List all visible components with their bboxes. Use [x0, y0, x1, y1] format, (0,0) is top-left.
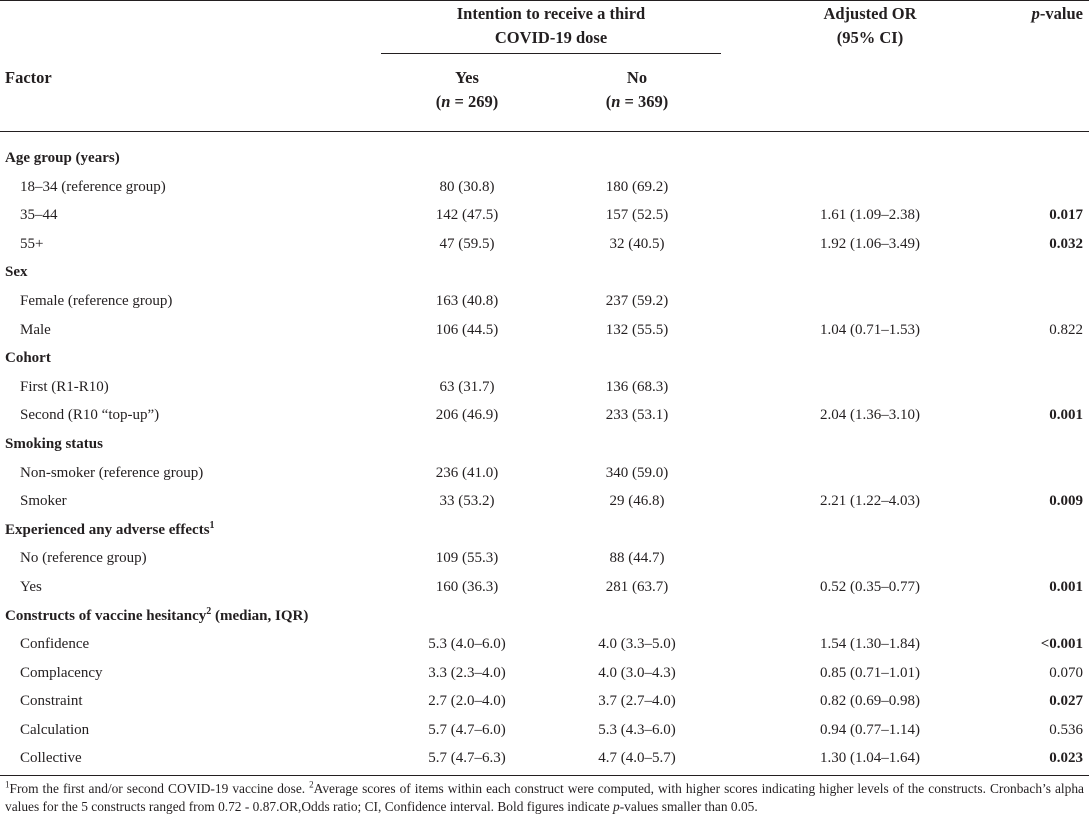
cell-adjusted-or: 0.52 (0.35–0.77) — [820, 578, 920, 595]
header-p-var: p — [1031, 4, 1040, 23]
cell-factor — [20, 744, 82, 773]
table-row — [0, 687, 1089, 716]
table-row — [0, 487, 1089, 516]
header-p-value — [1005, 2, 1089, 26]
header-yes-label: Yes — [455, 68, 479, 87]
cell-factor — [5, 344, 51, 373]
table-row — [0, 201, 1089, 230]
cell-yes: 109 (55.3) — [435, 550, 499, 567]
cell-no: 136 (68.3) — [605, 378, 669, 395]
cell-factor-text: Age group (years) — [5, 150, 120, 166]
cell-no: 32 (40.5) — [609, 235, 665, 252]
cell-factor — [20, 544, 147, 573]
header-intention-line2: COVID-19 dose — [494, 28, 608, 47]
table-section-header — [0, 144, 1089, 173]
cell-factor-text: Male — [20, 321, 51, 338]
cell-adjusted-or: 2.04 (1.36–3.10) — [820, 407, 920, 424]
cell-yes: 63 (31.7) — [439, 378, 495, 395]
header-yes-n-var: n — [441, 92, 451, 111]
cell-no: 4.0 (3.3–5.0) — [598, 636, 676, 653]
table-row — [0, 373, 1089, 402]
table-section-header — [0, 516, 1089, 545]
cell-factor — [20, 201, 58, 230]
footnote-p-var: p — [613, 798, 620, 814]
header-yes-n: (n = 269) — [435, 92, 499, 111]
cell-yes: 5.3 (4.0–6.0) — [428, 636, 506, 653]
cell-yes: 3.3 (2.3–4.0) — [428, 664, 506, 681]
table-section-header — [0, 602, 1089, 631]
cell-yes: 106 (44.5) — [435, 321, 499, 338]
cell-p-value: <0.001 — [1040, 636, 1083, 653]
cell-p-value: 0.023 — [1049, 750, 1083, 767]
footnote-text-2: Average scores of items within each construct were computed, with higher scores indicating higher levels of the constructs. Cronbach’s alpha values for the 5 constructs ranged from 0.72 - 0.87.OR,Odds ratio; CI, Confidence interval. Bold figures indicate — [5, 781, 1084, 814]
header-intention — [381, 2, 721, 50]
table-row — [0, 316, 1089, 345]
table-section-header — [0, 430, 1089, 459]
cell-yes: 80 (30.8) — [439, 178, 495, 195]
header-factor-text: Factor — [5, 68, 52, 87]
footnote-sup-2: 2 — [309, 779, 314, 790]
cell-no: 180 (69.2) — [605, 178, 669, 195]
cell-factor-text: Cohort — [5, 350, 51, 367]
table-footnote — [5, 780, 1084, 815]
cell-no: 29 (46.8) — [609, 493, 665, 510]
cell-adjusted-or: 1.92 (1.06–3.49) — [820, 235, 920, 252]
cell-yes: 5.7 (4.7–6.3) — [428, 750, 506, 767]
cell-factor-text: Female (reference group) — [20, 292, 173, 309]
cell-factor — [20, 716, 89, 745]
footnote-text-3: -values smaller than 0.05. — [619, 798, 758, 814]
cell-factor — [5, 602, 308, 631]
header-factor — [5, 66, 52, 90]
cell-adjusted-or: 2.21 (1.22–4.03) — [820, 493, 920, 510]
cell-factor — [20, 659, 102, 688]
cell-factor — [20, 573, 42, 602]
header-bottom-rule — [0, 131, 1089, 132]
cell-p-value: 0.001 — [1049, 407, 1083, 424]
cell-factor — [20, 459, 203, 488]
cell-yes: 5.7 (4.7–6.0) — [428, 721, 506, 738]
header-yes-n-value: = 269) — [450, 92, 499, 111]
table-row — [0, 744, 1089, 773]
cell-factor — [20, 487, 67, 516]
cell-factor-text: Constraint — [20, 693, 83, 710]
cell-no: 4.7 (4.0–5.7) — [598, 750, 676, 767]
cell-no: 237 (59.2) — [605, 292, 669, 309]
table-row — [0, 630, 1089, 659]
cell-p-value: 0.070 — [1049, 664, 1083, 681]
cell-p-value: 0.536 — [1049, 721, 1083, 738]
cell-factor — [20, 630, 89, 659]
cell-factor — [20, 687, 83, 716]
cell-factor — [5, 516, 215, 545]
cell-factor-text: Confidence — [20, 636, 90, 653]
table-row — [0, 544, 1089, 573]
cell-factor-text: No (reference group) — [20, 550, 147, 567]
footnote-sup-1: 1 — [5, 779, 10, 790]
cell-adjusted-or: 0.85 (0.71–1.01) — [820, 664, 920, 681]
cell-factor-text: Non-smoker (reference group) — [20, 464, 204, 481]
table-row — [0, 173, 1089, 202]
cell-factor — [5, 258, 28, 287]
cell-factor — [5, 430, 103, 459]
table-section-header — [0, 258, 1089, 287]
cell-factor-text: First (R1-R10) — [20, 378, 109, 395]
table-top-rule — [0, 0, 1089, 1]
table-section-header — [0, 344, 1089, 373]
cell-factor — [20, 230, 43, 259]
cell-yes: 2.7 (2.0–4.0) — [428, 693, 506, 710]
header-or-line2: (95% CI) — [836, 28, 904, 47]
cell-factor-text: Complacency — [20, 664, 103, 681]
cell-p-value: 0.017 — [1049, 207, 1083, 224]
cell-yes: 142 (47.5) — [435, 207, 499, 224]
table-row — [0, 659, 1089, 688]
header-no — [553, 66, 721, 114]
cell-factor-text: 55+ — [20, 235, 44, 252]
header-no-n-var: n — [611, 92, 621, 111]
cell-adjusted-or: 1.30 (1.04–1.64) — [820, 750, 920, 767]
cell-p-value: 0.001 — [1049, 578, 1083, 595]
table-row — [0, 401, 1089, 430]
cell-factor-text: Constructs of vaccine hesitancy — [5, 607, 207, 624]
cell-yes: 33 (53.2) — [439, 493, 495, 510]
cell-factor-text: Sex — [5, 264, 28, 281]
header-p-rest: -value — [1039, 4, 1083, 23]
header-no-n: (n = 369) — [605, 92, 669, 111]
cell-adjusted-or: 0.82 (0.69–0.98) — [820, 693, 920, 710]
cell-factor-text: Yes — [20, 578, 42, 595]
cell-factor-text: Smoker — [20, 493, 67, 510]
cell-no: 132 (55.5) — [605, 321, 669, 338]
table-row — [0, 287, 1089, 316]
table-row — [0, 716, 1089, 745]
cell-factor — [20, 316, 51, 345]
table-row — [0, 459, 1089, 488]
footnote-text-1: From the first and/or second COVID-19 vaccine dose. — [9, 781, 310, 796]
header-no-n-value: = 369) — [620, 92, 669, 111]
cell-no: 157 (52.5) — [605, 207, 669, 224]
cell-factor-text: Collective — [20, 750, 82, 767]
header-yes — [381, 66, 553, 114]
cell-p-value: 0.009 — [1049, 493, 1083, 510]
cell-p-value: 0.822 — [1049, 321, 1083, 338]
cell-adjusted-or: 1.54 (1.30–1.84) — [820, 636, 920, 653]
footnote-marker: 1 — [209, 519, 215, 531]
header-span-rule — [381, 53, 721, 54]
cell-yes: 47 (59.5) — [439, 235, 495, 252]
footnote-marker: 2 — [206, 605, 212, 617]
header-intention-line1: Intention to receive a third — [456, 4, 646, 23]
cell-factor-text: Calculation — [20, 721, 90, 738]
cell-factor — [20, 287, 172, 316]
cell-factor — [5, 144, 120, 173]
header-or-line1: Adjusted OR — [823, 4, 917, 23]
cell-adjusted-or: 1.04 (0.71–1.53) — [820, 321, 920, 338]
cell-no: 3.7 (2.7–4.0) — [598, 693, 676, 710]
cell-p-value: 0.032 — [1049, 235, 1083, 252]
cell-factor-text: Smoking status — [5, 435, 103, 452]
table-bottom-rule — [0, 775, 1089, 776]
cell-no: 5.3 (4.3–6.0) — [598, 721, 676, 738]
cell-yes: 163 (40.8) — [435, 292, 499, 309]
cell-p-value: 0.027 — [1049, 693, 1083, 710]
cell-factor — [20, 401, 159, 430]
cell-factor-suffix: (median, IQR) — [211, 607, 309, 624]
cell-yes: 160 (36.3) — [435, 578, 499, 595]
cell-yes: 206 (46.9) — [435, 407, 499, 424]
table-row — [0, 230, 1089, 259]
cell-adjusted-or: 0.94 (0.77–1.14) — [820, 721, 920, 738]
cell-factor-text: 18–34 (reference group) — [20, 178, 166, 195]
table-body — [0, 144, 1089, 773]
table-row — [0, 573, 1089, 602]
header-no-label: No — [626, 68, 648, 87]
cell-factor-text: 35–44 — [20, 207, 58, 224]
cell-factor-text: Experienced any adverse effects — [5, 521, 210, 538]
cell-yes: 236 (41.0) — [435, 464, 499, 481]
cell-factor — [20, 173, 166, 202]
header-adjusted-or — [800, 2, 940, 50]
cell-factor — [20, 373, 109, 402]
cell-no: 281 (63.7) — [605, 578, 669, 595]
cell-adjusted-or: 1.61 (1.09–2.38) — [820, 207, 920, 224]
cell-no: 4.0 (3.0–4.3) — [598, 664, 676, 681]
cell-factor-text: Second (R10 “top-up”) — [20, 407, 160, 424]
cell-no: 340 (59.0) — [605, 464, 669, 481]
cell-no: 233 (53.1) — [605, 407, 669, 424]
cell-no: 88 (44.7) — [609, 550, 665, 567]
